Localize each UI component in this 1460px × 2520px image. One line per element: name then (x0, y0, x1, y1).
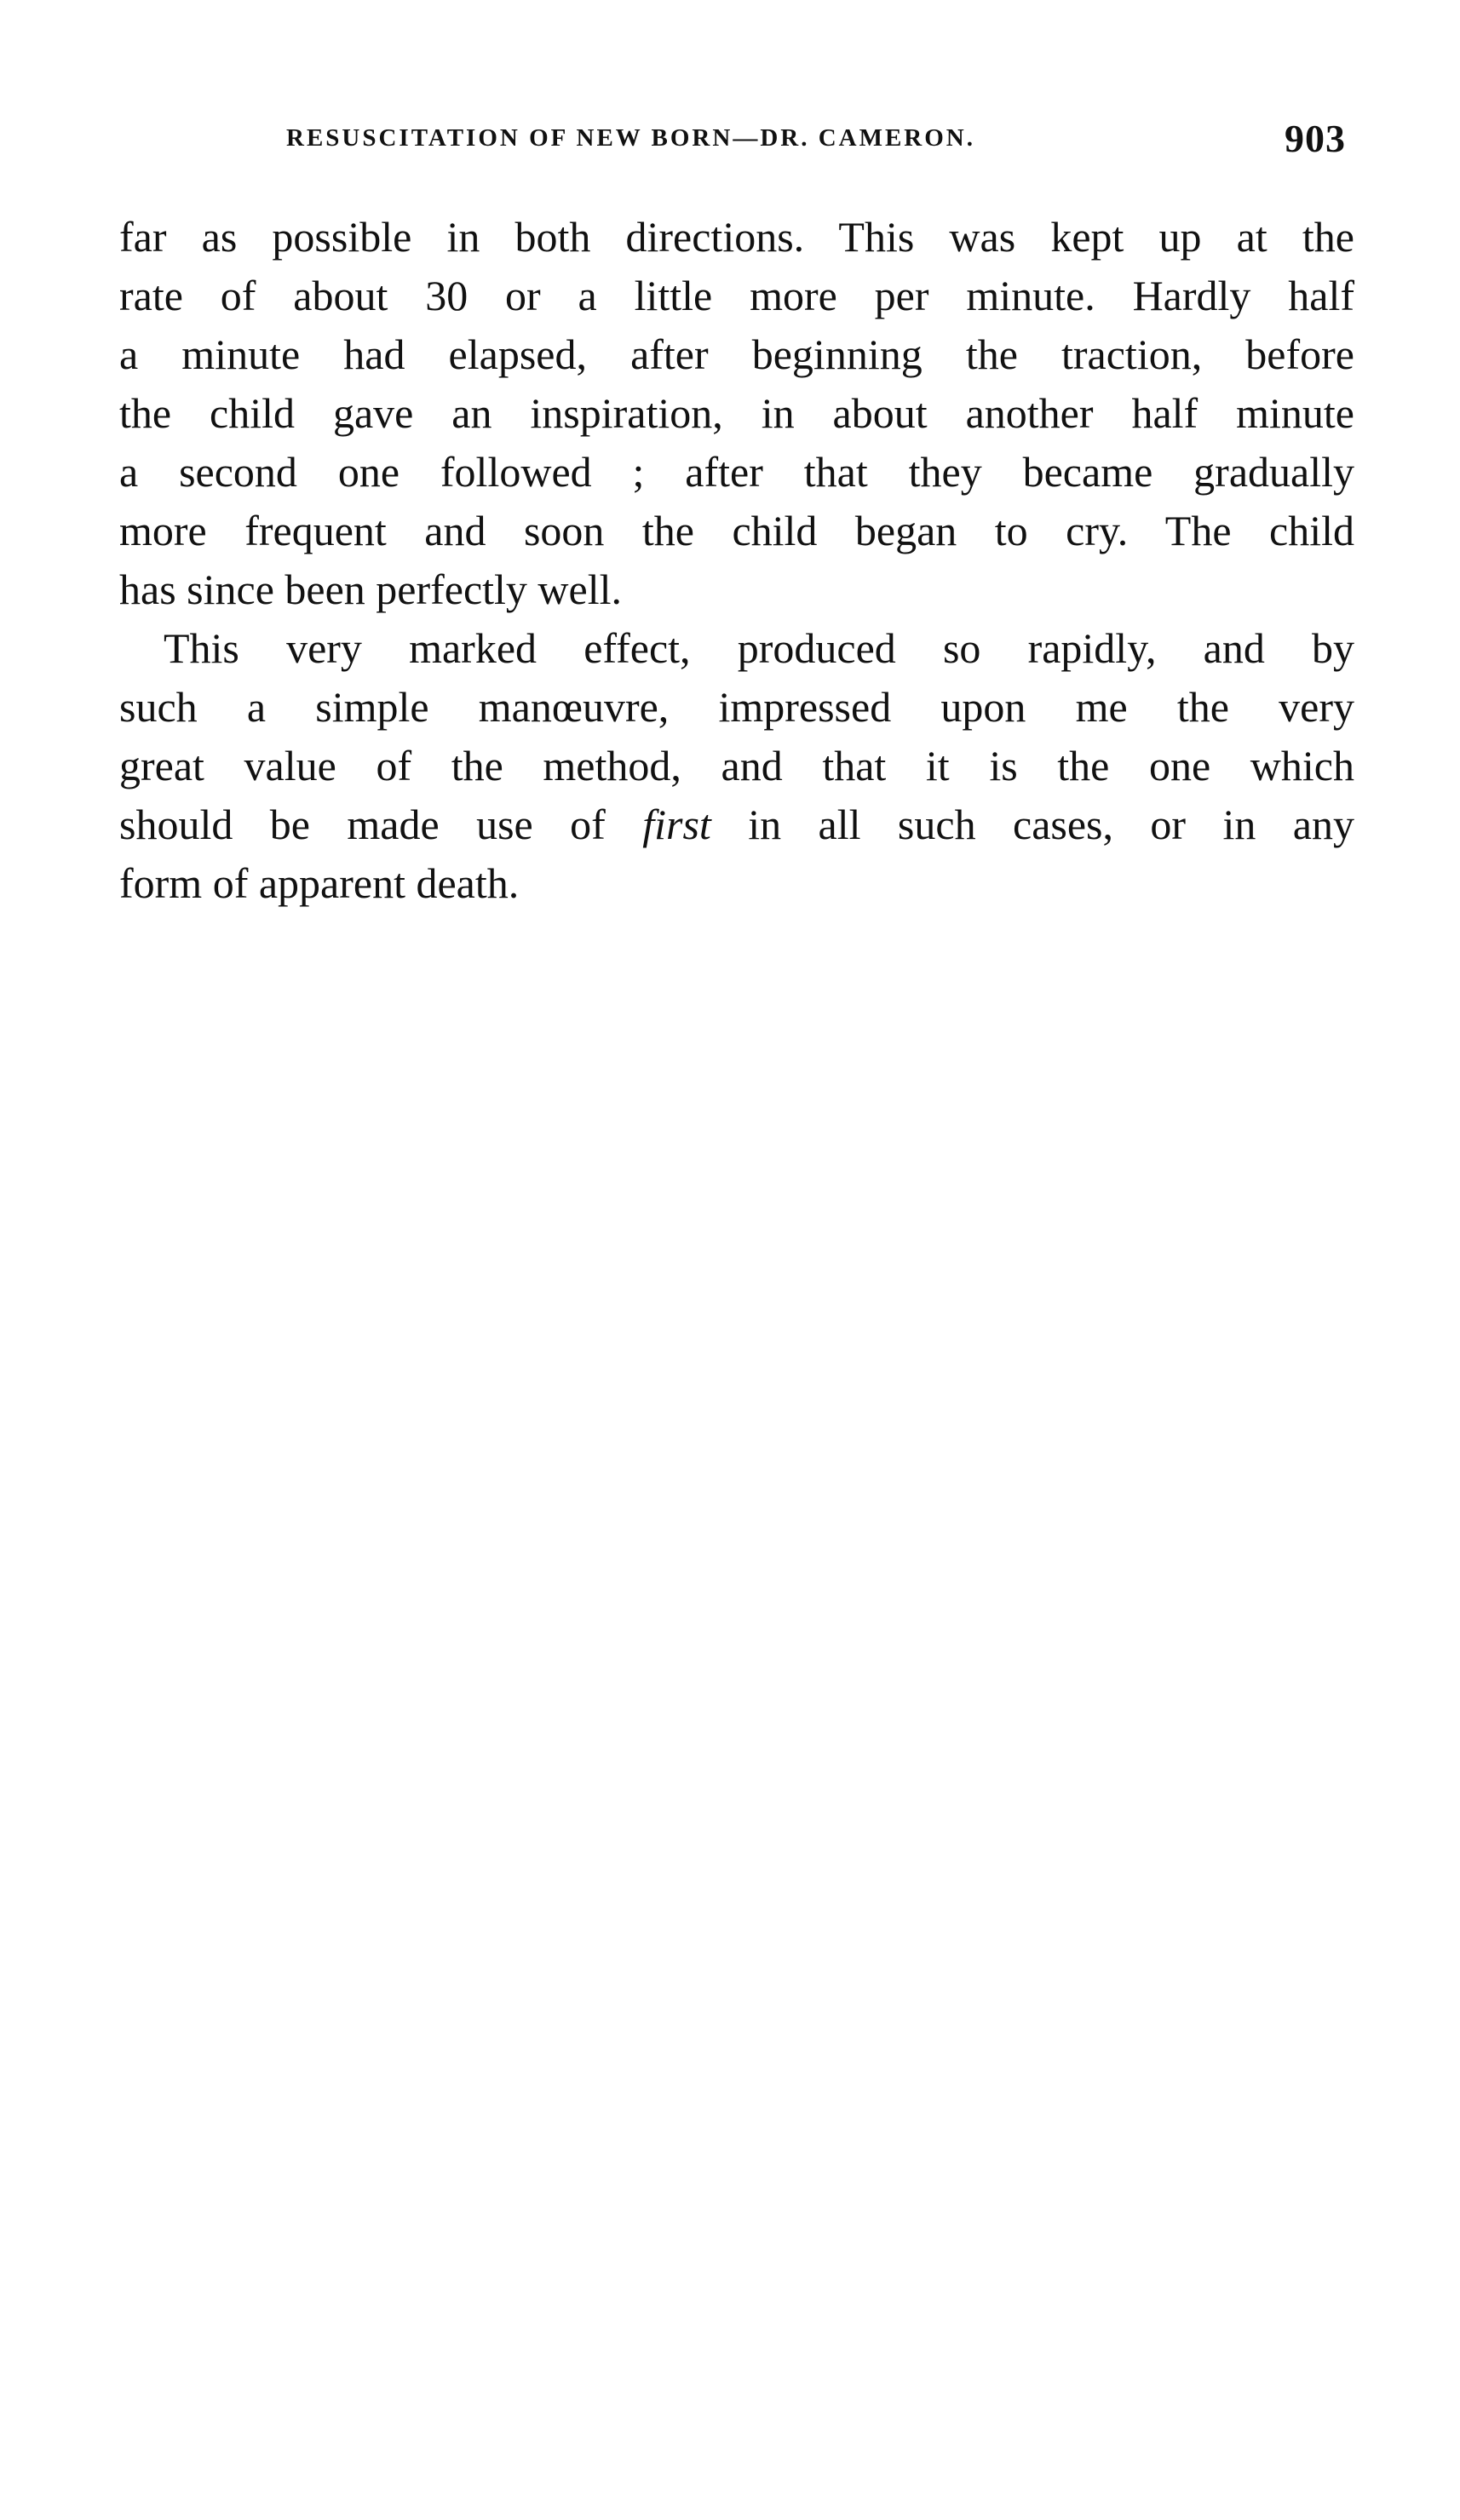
text-line: more frequent and soon the child began to cry. The child (119, 507, 1354, 554)
text-line: a second one followed ; after that they became gradually (119, 448, 1354, 496)
text-line: rate of about 30 or a little more per minute. Hardly half (119, 272, 1354, 319)
running-title: RESUSCITATION OF NEW BORN—DR. CAMERON. (286, 124, 975, 152)
page-number: 903 (1285, 117, 1346, 160)
text-line: a minute had elapsed, after beginning the traction, before (119, 330, 1354, 378)
italic-emphasis: first (642, 801, 711, 848)
running-head (119, 117, 1354, 172)
paragraph (119, 619, 1354, 913)
text-line: form of apparent death. (119, 859, 520, 907)
text-line: This very marked effect, produced so rapidly, and by (164, 624, 1354, 672)
text-line: great value of the method, and that it is the one which (119, 742, 1354, 789)
paragraph-continuation (119, 208, 1354, 619)
text-line-with-italic (119, 795, 1354, 854)
text-line: such a simple manœuvre, impressed upon me the very (119, 683, 1354, 731)
text-line: has since been perfectly well. (119, 565, 623, 613)
body-text (119, 208, 1354, 913)
text-line: the child gave an inspiration, in about another half minute (119, 389, 1354, 437)
text-line: far as possible in both directions. This was kept up at the (119, 213, 1354, 261)
text-segment: in all such cases, or in any (710, 801, 1354, 848)
text-segment: should be made use of (119, 801, 643, 848)
